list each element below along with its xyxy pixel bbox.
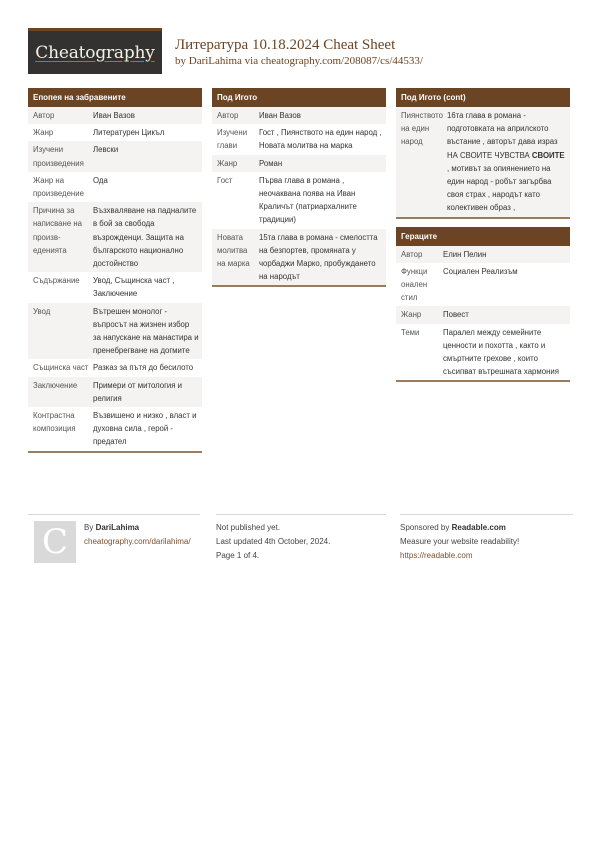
- row-value: Първа глава в романа , неочаквана поява на Иван Краличът (патриархалните традиции): [259, 175, 357, 225]
- table-row: [396, 107, 570, 217]
- table-row: [212, 155, 386, 172]
- table-row: [28, 202, 202, 272]
- row-key: Жанр: [33, 128, 54, 138]
- sponsor-label: Sponsored by: [400, 523, 452, 532]
- table-row: [212, 124, 386, 154]
- avatar[interactable]: C: [34, 521, 76, 563]
- table-row: [212, 172, 386, 229]
- table-row: [396, 246, 570, 263]
- sponsor-tagline: Measure your website readability!: [400, 537, 520, 546]
- footer-author: [28, 514, 200, 562]
- table-row: [28, 272, 202, 302]
- sponsor-name[interactable]: Readable.com: [451, 523, 506, 532]
- row-value: Иван Вазов: [259, 111, 301, 120]
- footer-status: [216, 514, 386, 563]
- table-row: [212, 107, 386, 124]
- table-row: [28, 359, 202, 376]
- row-key: Автор: [33, 111, 55, 120]
- row-key: Заключение: [33, 380, 78, 390]
- footer: [28, 514, 573, 574]
- table-row: [396, 324, 570, 381]
- cheatography-logo[interactable]: [28, 28, 162, 74]
- row-value: Иван Вазов: [93, 111, 135, 120]
- row-value: Възвишено и низко , власт и духовна сила , герой - предател: [93, 411, 197, 447]
- section-title: Гераците: [396, 227, 570, 246]
- section-pod-igoto: [212, 88, 386, 287]
- page-number: Page 1 of 4.: [216, 551, 260, 560]
- row-key: Пиянството на един народ: [401, 111, 443, 147]
- row-value: Елин Пелин: [443, 249, 487, 259]
- footer-sponsor: [400, 514, 573, 563]
- row-key: Изучени глави: [217, 128, 248, 151]
- row-value: Паралел между семейните ценности и похотта , както и смъртните грехове , които съсипват вътрешната хармония: [443, 327, 559, 377]
- table-row: [212, 229, 386, 286]
- row-key: Новата молитва на марка: [217, 232, 250, 269]
- row-key: Функци онален стил: [401, 266, 428, 303]
- logo-text: Cheatography: [35, 42, 155, 63]
- row-value: [447, 109, 567, 215]
- table-row: [28, 124, 202, 141]
- section-title: Под Игото (cont): [396, 88, 570, 107]
- page-subtitle[interactable]: by DariLahima via cheatography.com/208087/cs/44533/: [175, 55, 423, 67]
- section-title: Под Игото: [212, 88, 386, 107]
- row-value: Възхваляване на падналите в бой за свобода възрожденци. Защита на българското национално достойнство: [93, 206, 197, 269]
- row-value: Увод, Същинска част , Заключение: [93, 276, 175, 299]
- column-3: [396, 88, 570, 390]
- table-row: [28, 107, 202, 124]
- row-value: Роман: [259, 158, 283, 168]
- row-value: Гост , Пиянството на един народ , Новата молитва на марка: [259, 128, 382, 151]
- row-key: Изучени произведения: [33, 145, 84, 168]
- section-geracite: [396, 227, 570, 383]
- row-key: Причина за написване на произведенията: [33, 206, 82, 255]
- row-value-strong: СВОИТЕ: [531, 150, 565, 160]
- page-title: Литература 10.18.2024 Cheat Sheet: [175, 37, 396, 53]
- row-key: Жанр: [401, 310, 422, 320]
- row-value: Социален Реализъм: [443, 266, 518, 276]
- table-row: [396, 306, 570, 323]
- column-1: [28, 88, 202, 461]
- publish-status: Not published yet.: [216, 523, 281, 532]
- row-key: Автор: [217, 111, 239, 120]
- section-epopeya: [28, 88, 202, 453]
- row-value: Литературен Цикъл: [93, 128, 165, 138]
- row-key: Контрастна композиция: [33, 411, 76, 434]
- author-name[interactable]: DariLahima: [95, 523, 140, 532]
- row-value-text: , мотивът за опиянението на един народ - робът загърбва своя страх , народът като колективен образ ,: [447, 163, 552, 213]
- row-value: Ода: [93, 175, 108, 185]
- row-value: Левски: [93, 145, 119, 155]
- table-row: [28, 303, 202, 360]
- table-row: [28, 141, 202, 171]
- by-label: By: [84, 523, 96, 532]
- title-block: [175, 36, 423, 68]
- last-updated: Last updated 4th October, 2024.: [216, 537, 331, 546]
- row-key: Гост: [217, 175, 233, 185]
- row-key: Съдържание: [33, 276, 80, 286]
- author-link[interactable]: cheatography.com/darilahima/: [84, 537, 191, 546]
- section-pod-igoto-cont: [396, 88, 570, 219]
- table-row: [28, 377, 202, 407]
- row-value: Разказ за пътя до бесилото: [93, 363, 194, 373]
- row-value: Повест: [443, 310, 469, 320]
- row-key: Жанр: [217, 158, 238, 168]
- row-value: Примери от митология и религия: [93, 380, 183, 403]
- table-row: [396, 263, 570, 307]
- row-value: 15та глава в романа - смелостта на безпортев, промяната у чорбаджи Марко, пробуждането на народът: [259, 232, 378, 282]
- sponsor-link[interactable]: https://readable.com: [400, 551, 473, 560]
- table-row: [28, 407, 202, 451]
- column-2: [212, 88, 386, 295]
- row-key: Автор: [401, 249, 423, 259]
- section-title: Епопея на забравените: [28, 88, 202, 107]
- row-key: Теми: [401, 327, 420, 337]
- table-row: [28, 172, 202, 202]
- row-value: Вътрешен монолог - въпросът на жизнен избор за напускане на манастира и пренебрегване на догмите: [93, 306, 199, 356]
- row-key: Увод: [33, 306, 51, 316]
- row-key: Същинска част: [33, 363, 89, 373]
- row-value-text: 16та глава в романа - подготовката на априлското въстание , авторът дава израз НА СВОИТЕ ЧУВСТВА: [447, 111, 558, 160]
- row-key: Жанр на произведение: [33, 175, 84, 199]
